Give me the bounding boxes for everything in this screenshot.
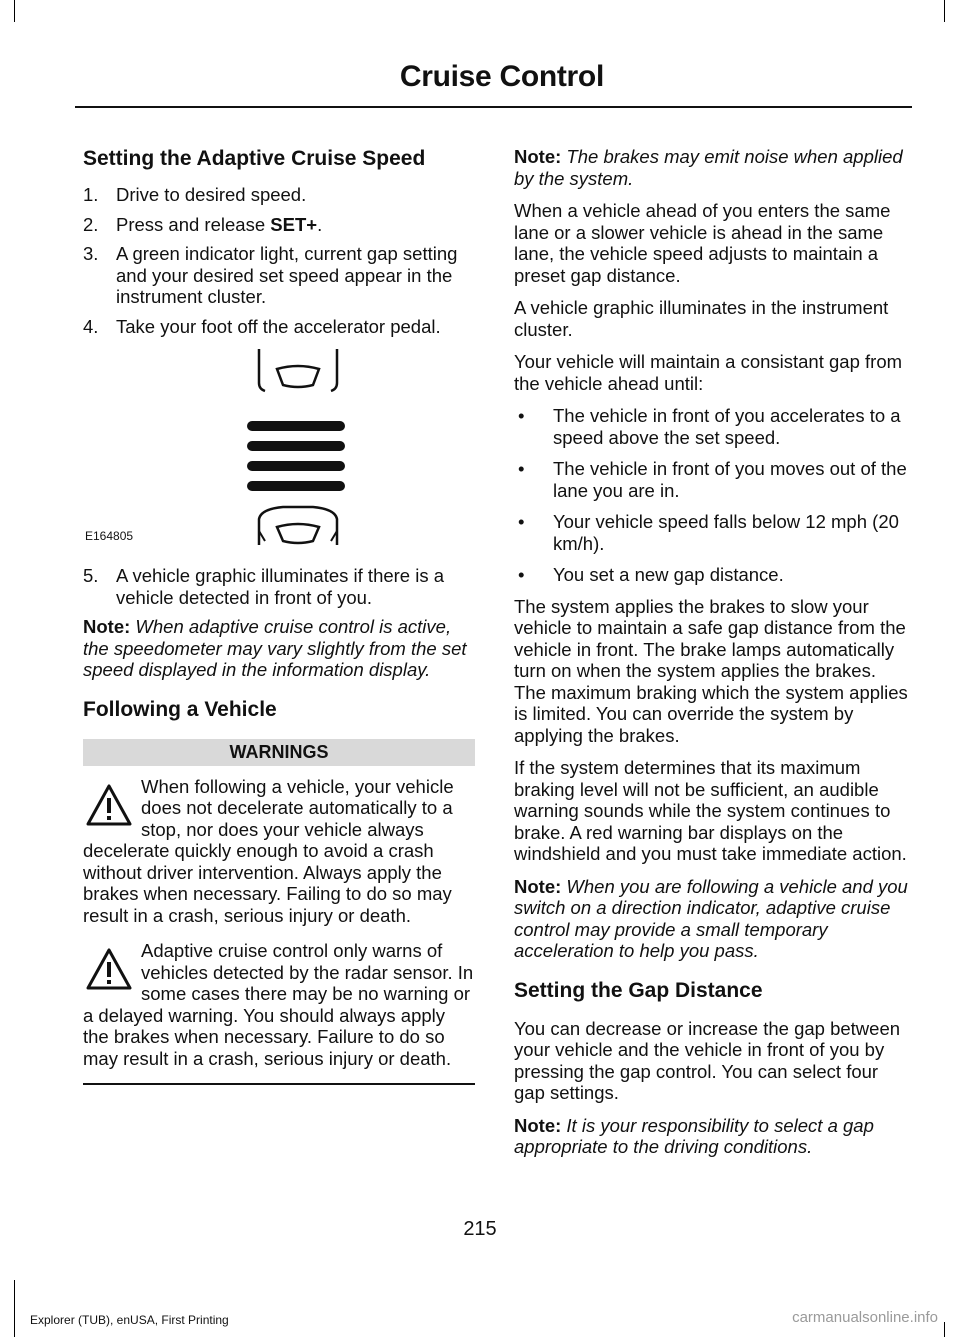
- own-vehicle-icon: [253, 505, 343, 555]
- crop-mark-bottom-left: [14, 1280, 15, 1337]
- note-gap-responsibility: Note: It is your responsibility to select a gap appropriate to the driving conditions.: [514, 1114, 874, 1157]
- gap-bar-1: [247, 421, 345, 431]
- warning-1: When following a vehicle, your vehicle does not decelerate automatically to a stop, nor does your vehicle always decelerate quickly enough to avoid a crash without driver intervention. Always apply the brakes when necessary. Failing to do so may result in a crash, serious injury or death.: [83, 775, 454, 926]
- note-brake-noise: Note: The brakes may emit noise when applied by the system.: [514, 146, 903, 189]
- lead-vehicle-icon: [253, 347, 343, 407]
- warning-triangle-icon: [85, 946, 133, 994]
- right-column: [514, 146, 908, 1169]
- paragraph-gap-control: You can decrease or increase the gap between your vehicle and the vehicle in front of you by pressing the gap control. You can select four gap settings.: [514, 1017, 901, 1103]
- step-3: 3. A green indicator light, current gap setting and your desired set speed appear in the instrument cluster.: [83, 243, 458, 307]
- gap-bar-4: [247, 481, 345, 491]
- section-title-following: Following a Vehicle: [83, 697, 277, 721]
- section-title-setting-speed: Setting the Adaptive Cruise Speed: [83, 147, 426, 170]
- step-4: 4. Take your foot off the accelerator pedal.: [83, 315, 441, 337]
- paragraph-system-brakes: The system applies the brakes to slow your vehicle to maintain a safe gap distance from the vehicle in front. The brake lamps automatically turn on when the system applies the brakes. The maximum braking which the system applies is limited. You can override the system by applying the brakes.: [514, 595, 908, 746]
- paragraph-vehicle-graphic: A vehicle graphic illuminates in the instrument cluster.: [514, 297, 889, 340]
- page-number: 215: [463, 1218, 497, 1240]
- warning-triangle-icon: [85, 782, 133, 830]
- crop-mark-bottom-right: [944, 1322, 945, 1337]
- gap-bar-3: [247, 461, 345, 471]
- paragraph-vehicle-ahead: When a vehicle ahead of you enters the same lane or a slower vehicle is ahead in the same lane, the vehicle speed adjusts to maintain a preset gap distance.: [514, 200, 891, 286]
- note-speedometer: Note: When adaptive cruise control is active, the speedometer may vary slightly from the set speed displayed in the information display.: [83, 616, 467, 680]
- bullet-item: • You set a new gap distance.: [518, 564, 784, 585]
- paragraph-max-braking: If the system determines that its maximum braking level will not be sufficient, an audible warning sounds while the system continues to brake. A red warning bar displays on the windshield and you must take immediate action.: [514, 757, 907, 864]
- warning-2: Adaptive cruise control only warns of vehicles detected by the radar sensor. In some cases there may be no warning or a delayed warning. You should always apply the brakes when necessary. Failure to do so may result in a crash, serious injury or death.: [83, 940, 474, 1069]
- warnings-header: WARNINGS: [83, 739, 475, 766]
- footer-edition: Explorer (TUB), enUSA, First Printing: [30, 1313, 229, 1327]
- warnings-end-rule: [83, 1083, 475, 1085]
- step-5: 5. A vehicle graphic illuminates if there is a vehicle detected in front of you.: [83, 565, 445, 608]
- bullet-item: • The vehicle in front of you moves out of the lane you are in.: [518, 458, 907, 501]
- section-title-gap-distance: Setting the Gap Distance: [514, 978, 763, 1002]
- step-2: 2. Press and release SET+.: [83, 213, 323, 235]
- paragraph-maintain-gap: Your vehicle will maintain a consistant gap from the vehicle ahead until:: [514, 351, 903, 394]
- set-plus-label: SET+: [270, 213, 318, 235]
- step-1: 1. Drive to desired speed.: [83, 184, 307, 205]
- gap-setting-figure: [83, 347, 475, 551]
- watermark[interactable]: carmanualsonline.info: [792, 1309, 938, 1326]
- figure-code: E164805: [85, 528, 134, 543]
- crop-mark-top-right: [944, 0, 945, 22]
- page-title: Cruise Control: [399, 60, 604, 93]
- note-direction-indicator: Note: When you are following a vehicle and you switch on a direction indicator, adaptive cruise control may provide a small temporary acceleration to help you pass.: [514, 875, 908, 961]
- bullet-item: • Your vehicle speed falls below 12 mph (20 km/h).: [518, 511, 899, 554]
- gap-bar-2: [247, 441, 345, 451]
- crop-mark-top-left: [14, 0, 15, 22]
- left-column: [83, 146, 475, 1085]
- header-rule: [75, 106, 912, 108]
- bullet-item: • The vehicle in front of you accelerates to a speed above the set speed.: [518, 405, 901, 448]
